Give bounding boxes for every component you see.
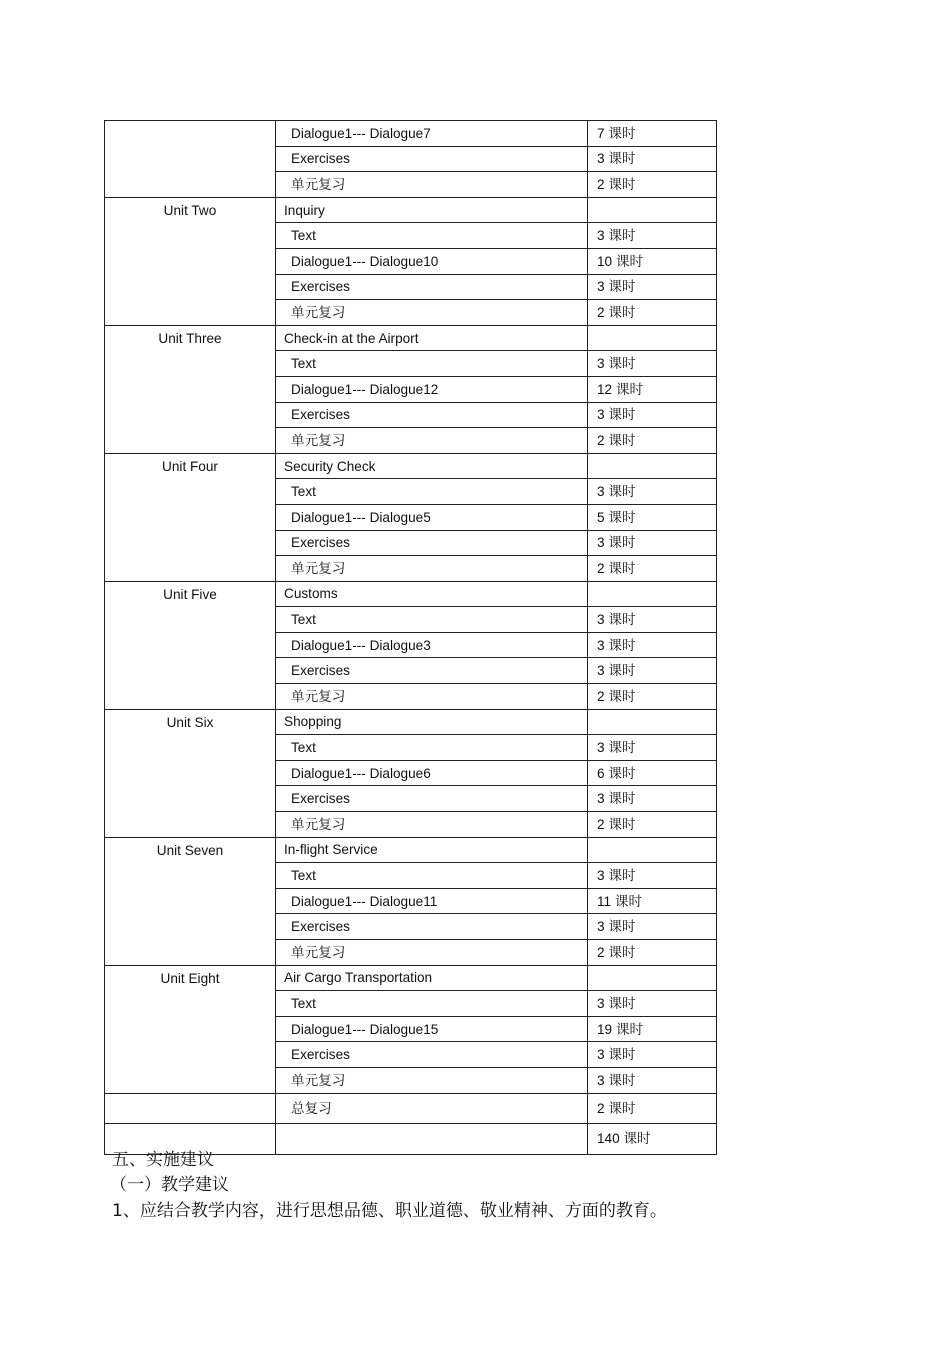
- unit-title-cell: Air Cargo Transportation: [276, 965, 588, 991]
- content-cell: Dialogue1--- Dialogue15: [276, 1016, 588, 1042]
- hours-cell: [588, 197, 717, 223]
- content-cell: [276, 1124, 588, 1155]
- hours-cell: 3 课时: [588, 146, 717, 172]
- unit-cell: [105, 581, 276, 709]
- hours-cell: 140 课时: [588, 1124, 717, 1155]
- hours-cell: 3 课时: [588, 479, 717, 505]
- hours-cell: 2 课时: [588, 1093, 717, 1124]
- hours-cell: [588, 453, 717, 479]
- table-row: [105, 581, 717, 607]
- content-cell: Text: [276, 863, 588, 889]
- hours-cell: 6 课时: [588, 760, 717, 786]
- unit-cell: [105, 837, 276, 965]
- content-cell: 单元复习: [276, 940, 588, 966]
- unit-title-cell: In-flight Service: [276, 837, 588, 863]
- content-cell: Dialogue1--- Dialogue12: [276, 376, 588, 402]
- hours-cell: 3 课时: [588, 632, 717, 658]
- hours-cell: 3 课时: [588, 402, 717, 428]
- hours-cell: 2 课时: [588, 684, 717, 710]
- unit-name: Unit Four: [162, 458, 218, 474]
- table-row: [105, 325, 717, 351]
- table-row: [105, 197, 717, 223]
- hours-cell: 11 课时: [588, 888, 717, 914]
- hours-cell: 3 课时: [588, 658, 717, 684]
- hours-cell: 3 课时: [588, 351, 717, 377]
- hours-cell: 3 课时: [588, 863, 717, 889]
- unit-name: Unit Three: [158, 330, 222, 346]
- hours-cell: 7 课时: [588, 121, 717, 147]
- content-cell: Text: [276, 735, 588, 761]
- content-cell: Exercises: [276, 402, 588, 428]
- unit-cell: [105, 709, 276, 837]
- unit-cell: [105, 1093, 276, 1124]
- hours-cell: [588, 581, 717, 607]
- hours-cell: 3 课时: [588, 914, 717, 940]
- content-cell: Exercises: [276, 658, 588, 684]
- unit-title-cell: Customs: [276, 581, 588, 607]
- hours-cell: 2 课时: [588, 172, 717, 198]
- unit-cell: [105, 453, 276, 581]
- content-cell: 单元复习: [276, 428, 588, 454]
- table-row: [105, 1093, 717, 1124]
- content-cell: Exercises: [276, 914, 588, 940]
- unit-name: Unit Two: [163, 202, 217, 218]
- hours-cell: 2 课时: [588, 812, 717, 838]
- hours-cell: 3 课时: [588, 991, 717, 1017]
- content-cell: Dialogue1--- Dialogue3: [276, 632, 588, 658]
- hours-cell: 2 课时: [588, 940, 717, 966]
- content-cell: Dialogue1--- Dialogue11: [276, 888, 588, 914]
- content-cell: Exercises: [276, 274, 588, 300]
- hours-cell: 3 课时: [588, 1042, 717, 1068]
- hours-cell: 3 课时: [588, 735, 717, 761]
- unit-cell: [105, 965, 276, 1093]
- unit-title-cell: Inquiry: [276, 197, 588, 223]
- hours-cell: 12 课时: [588, 376, 717, 402]
- content-cell: 总复习: [276, 1093, 588, 1124]
- paragraph: 1、应结合教学内容，进行思想品德、职业道德、敬业精神、方面的教育。: [112, 1201, 667, 1221]
- hours-cell: 2 课时: [588, 428, 717, 454]
- unit-cell: [105, 325, 276, 453]
- content-cell: 单元复习: [276, 556, 588, 582]
- table-row: [105, 965, 717, 991]
- unit-title-cell: Shopping: [276, 709, 588, 735]
- unit-name: Unit Seven: [156, 842, 224, 858]
- content-cell: Exercises: [276, 786, 588, 812]
- hours-cell: 5 课时: [588, 504, 717, 530]
- hours-cell: 2 课时: [588, 556, 717, 582]
- unit-name: Unit Five: [163, 586, 217, 602]
- hours-cell: 2 课时: [588, 300, 717, 326]
- table-row: [105, 453, 717, 479]
- content-cell: Dialogue1--- Dialogue10: [276, 248, 588, 274]
- content-cell: Text: [276, 607, 588, 633]
- hours-cell: 3 课时: [588, 786, 717, 812]
- unit-title-cell: Security Check: [276, 453, 588, 479]
- unit-title-cell: Check-in at the Airport: [276, 325, 588, 351]
- hours-cell: 10 课时: [588, 248, 717, 274]
- hours-cell: 3 课时: [588, 274, 717, 300]
- content-cell: Text: [276, 991, 588, 1017]
- hours-cell: 19 课时: [588, 1016, 717, 1042]
- hours-cell: 3 课时: [588, 223, 717, 249]
- course-hours-table: [104, 120, 717, 1155]
- unit-name: Unit Six: [166, 714, 214, 730]
- content-cell: 单元复习: [276, 684, 588, 710]
- hours-cell: [588, 325, 717, 351]
- table-row: [105, 837, 717, 863]
- content-cell: Exercises: [276, 146, 588, 172]
- content-cell: Exercises: [276, 1042, 588, 1068]
- unit-cell: [105, 197, 276, 325]
- content-cell: 单元复习: [276, 300, 588, 326]
- table-row: [105, 121, 717, 147]
- content-cell: Dialogue1--- Dialogue7: [276, 121, 588, 147]
- hours-cell: [588, 709, 717, 735]
- content-cell: 单元复习: [276, 172, 588, 198]
- table-row: [105, 709, 717, 735]
- hours-cell: 3 课时: [588, 530, 717, 556]
- unit-name: Unit Eight: [160, 970, 220, 986]
- content-cell: Text: [276, 351, 588, 377]
- content-cell: Exercises: [276, 530, 588, 556]
- content-cell: Dialogue1--- Dialogue6: [276, 760, 588, 786]
- content-cell: Text: [276, 479, 588, 505]
- section-heading: 五、实施建议: [112, 1150, 214, 1170]
- hours-cell: [588, 837, 717, 863]
- subsection-heading: （一）教学建议: [110, 1175, 229, 1195]
- content-cell: 单元复习: [276, 1067, 588, 1093]
- content-cell: 单元复习: [276, 812, 588, 838]
- hours-cell: [588, 965, 717, 991]
- content-cell: Dialogue1--- Dialogue5: [276, 504, 588, 530]
- hours-cell: 3 课时: [588, 607, 717, 633]
- content-cell: Text: [276, 223, 588, 249]
- hours-cell: 3 课时: [588, 1067, 717, 1093]
- unit-cell: [105, 121, 276, 198]
